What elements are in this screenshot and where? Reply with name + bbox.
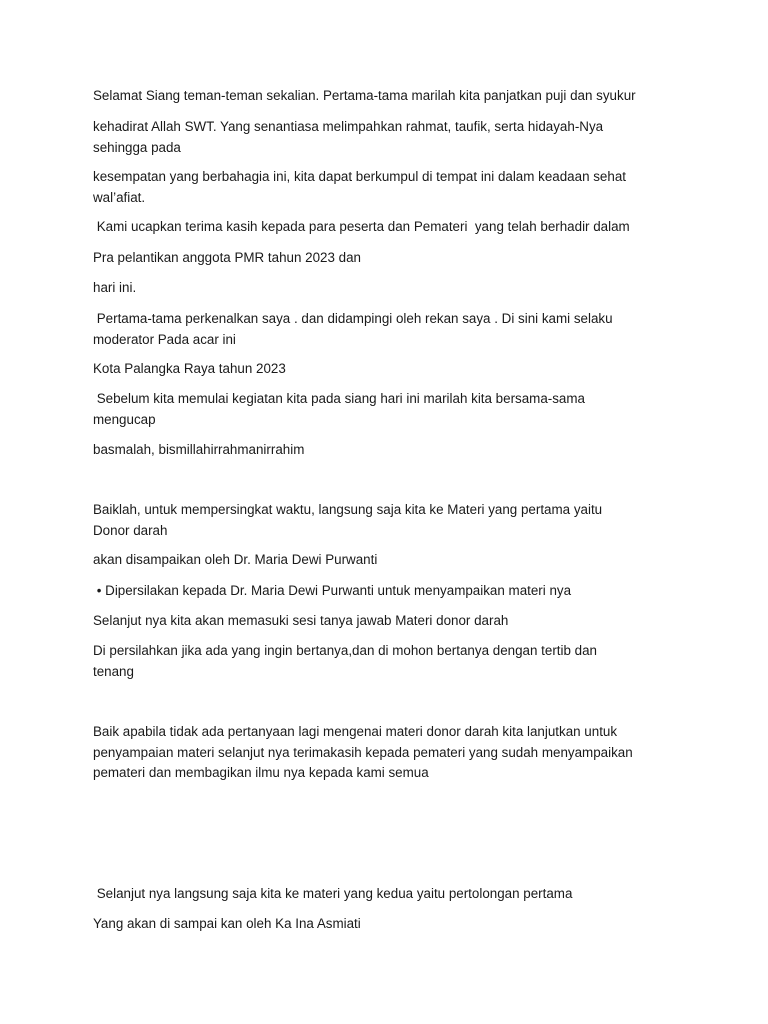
paragraph-today: hari ini. xyxy=(93,280,137,295)
paragraph-before-start: Sebelum kita memulai kegiatan kita pada siang hari ini marilah kita bersama-sama mengucap xyxy=(93,391,585,427)
paragraph-event: Pra pelantikan anggota PMR tahun 2023 dan xyxy=(93,250,362,265)
paragraph-ask-questions: Di persilahkan jika ada yang ingin bertanya,dan di mohon bertanya dengan tertib dan tenang xyxy=(93,643,597,679)
paragraph-speaker-two: Yang akan di sampai kan oleh Ka Ina Asmiati xyxy=(93,916,361,931)
paragraph-opportunity: kesempatan yang berbahagia ini, kita dapat berkumpul di tempat ini dalam keadaan sehat wal’afiat. xyxy=(93,169,626,205)
paragraph-speaker-one: akan disampaikan oleh Dr. Maria Dewi Purwanti xyxy=(93,552,378,567)
paragraph-first-material: Baiklah, untuk mempersingkat waktu, langsung saja kita ke Materi yang pertama yaitu Donor darah xyxy=(93,502,603,538)
paragraph-closing-first: Baik apabila tidak ada pertanyaan lagi mengenai materi donor darah kita lanjutkan untuk penyampaian materi selanjut nya terimakasih kepada pemateri yang sudah menyampaikan pemateri dan membagikan ilmu nya kepada kami semua xyxy=(93,724,633,780)
paragraph-basmalah: basmalah, bismillahirrahmanirrahim xyxy=(93,442,305,457)
paragraph-second-material: Selanjut nya langsung saja kita ke materi yang kedua yaitu pertolongan pertama xyxy=(93,886,573,901)
paragraph-gratitude: kehadirat Allah SWT. Yang senantiasa melimpahkan rahmat, taufik, serta hidayah-Nya sehingga pada xyxy=(93,119,604,155)
paragraph-invitation: • Dipersilakan kepada Dr. Maria Dewi Purwanti untuk menyampaikan materi nya xyxy=(93,583,572,598)
paragraph-thanks: Kami ucapkan terima kasih kepada para peserta dan Pemateri yang telah berhadir dalam xyxy=(93,219,630,234)
paragraph-introduction: Pertama-tama perkenalkan saya . dan didampingi oleh rekan saya . Di sini kami selaku moderator Pada acar ini xyxy=(93,311,613,347)
paragraph-qa-session: Selanjut nya kita akan memasuki sesi tanya jawab Materi donor darah xyxy=(93,613,509,628)
paragraph-greeting: Selamat Siang teman-teman sekalian. Pertama-tama marilah kita panjatkan puji dan syukur xyxy=(93,88,636,103)
paragraph-city: Kota Palangka Raya tahun 2023 xyxy=(93,361,286,376)
